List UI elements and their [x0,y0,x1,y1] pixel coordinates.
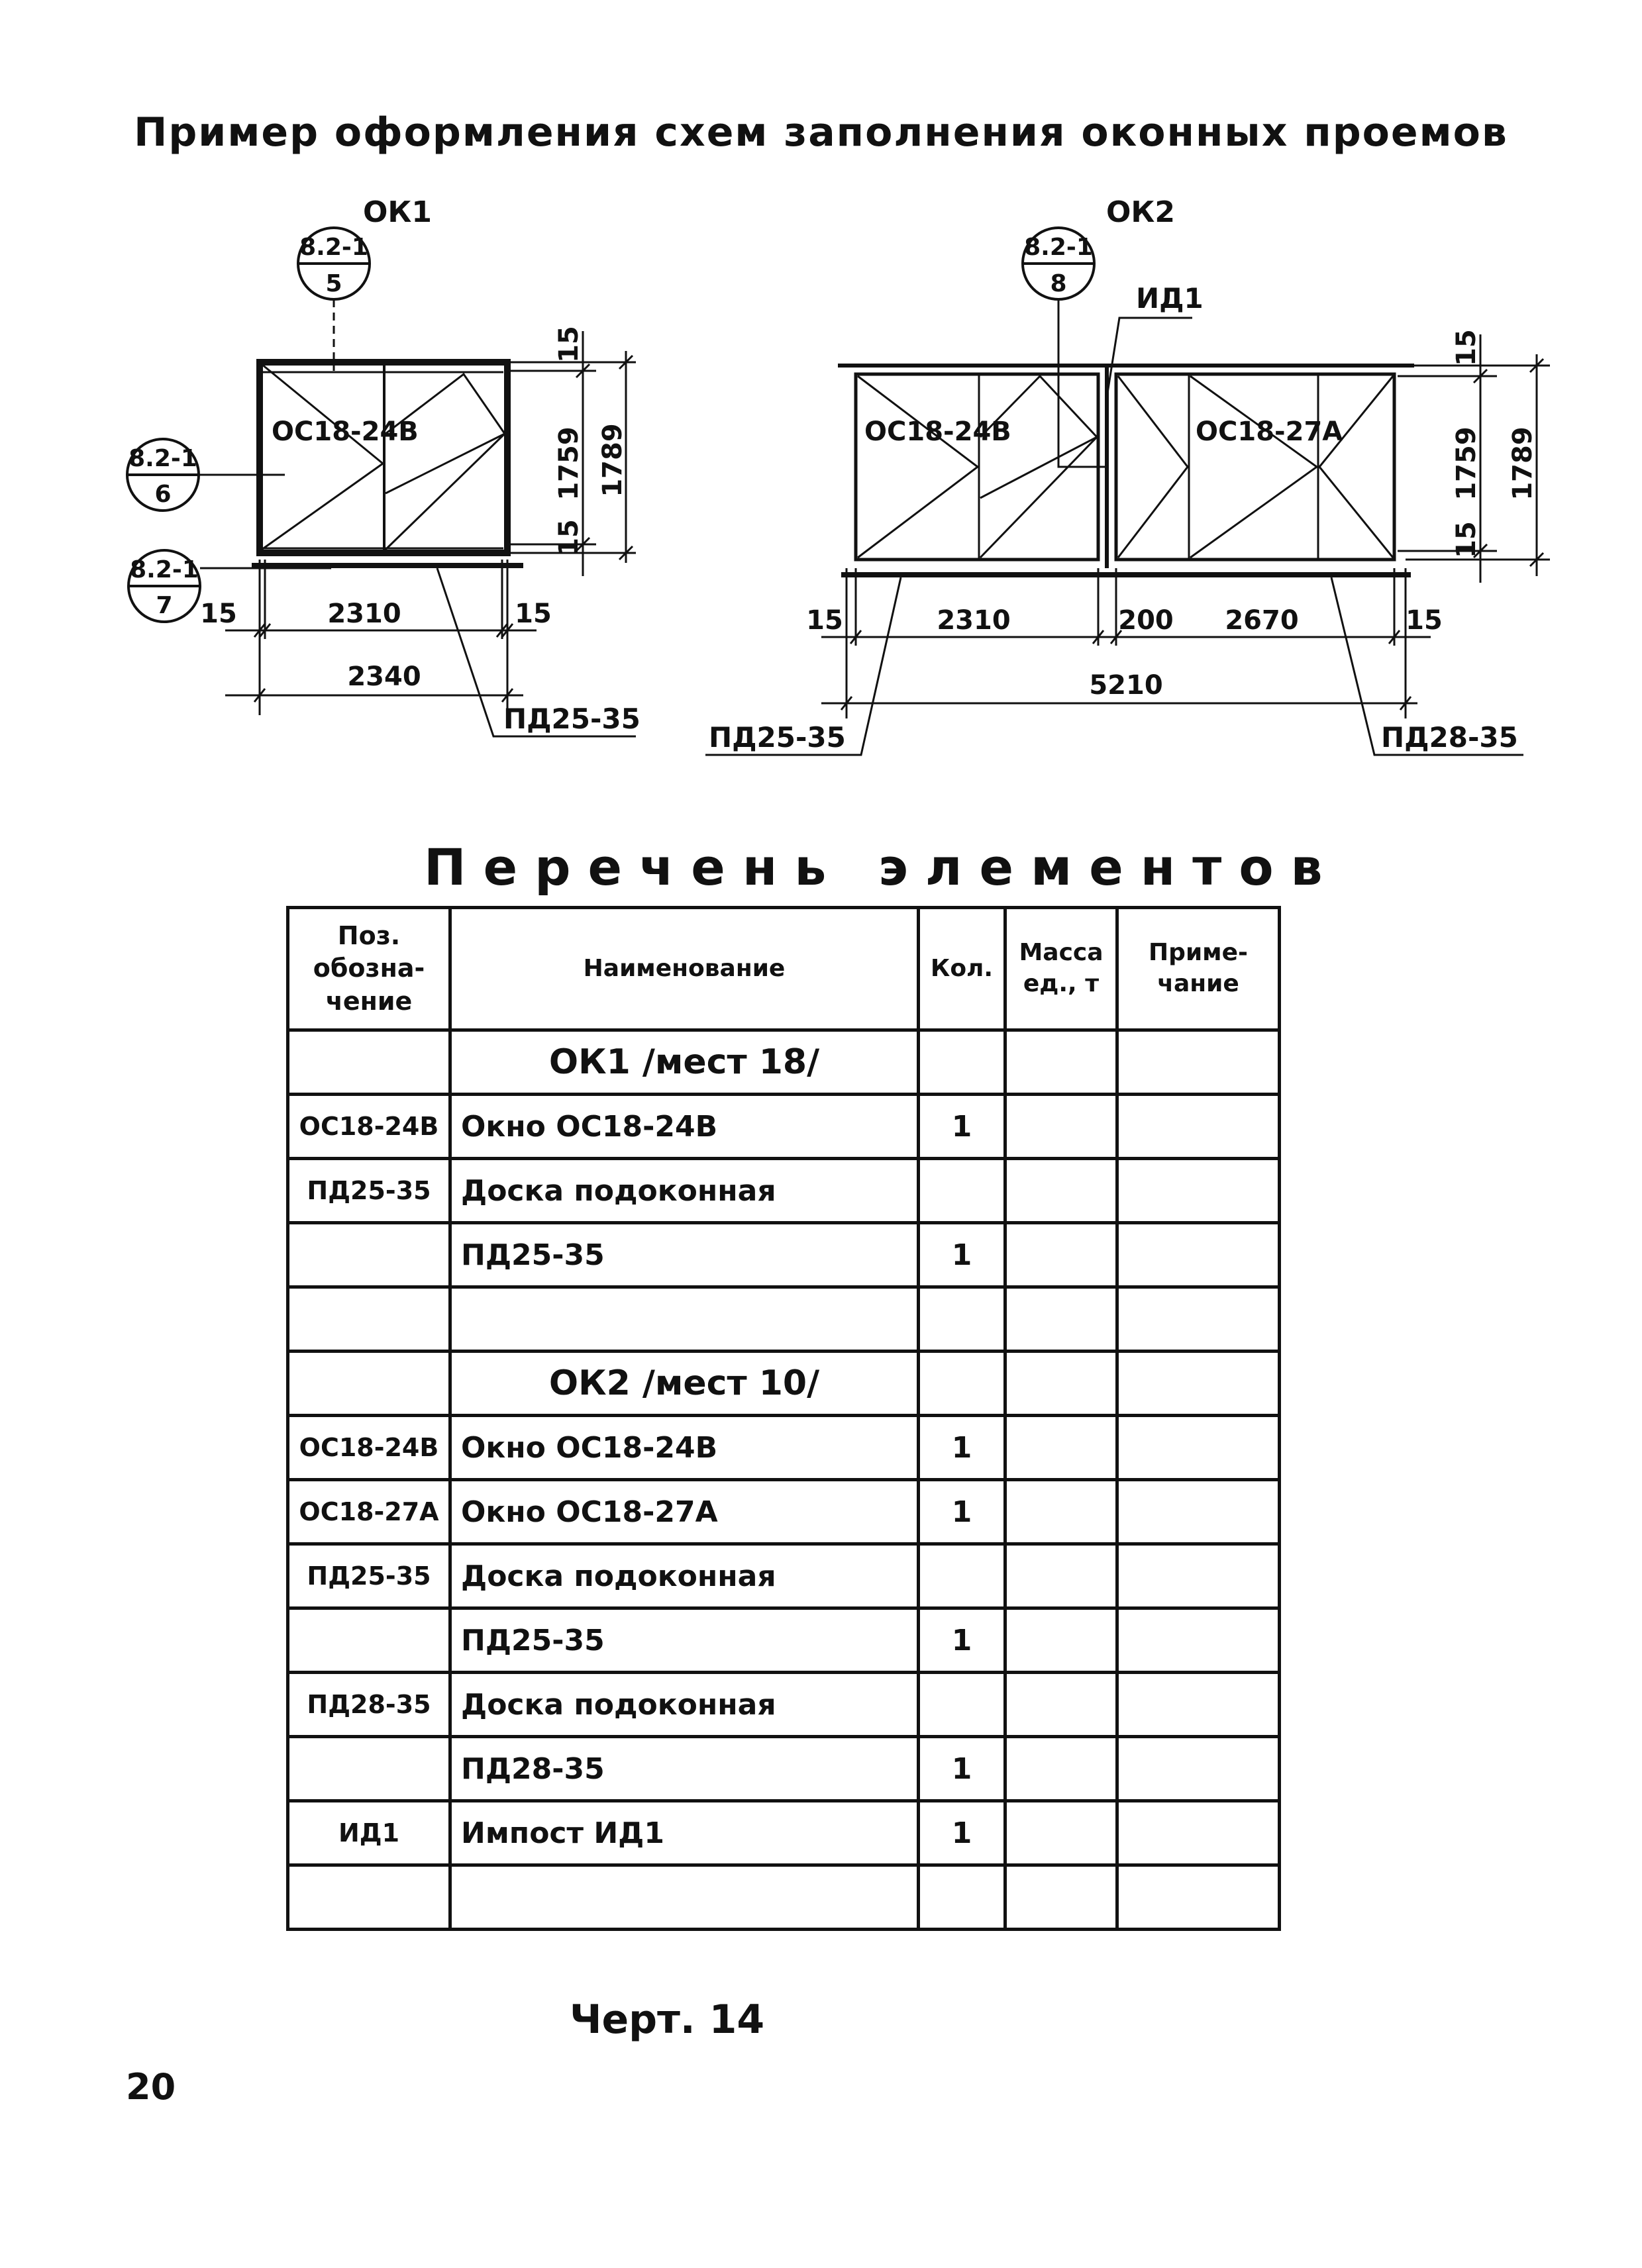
ok2-callout [1023,228,1107,467]
page-heading: Пример оформления схем заполнения оконных проемов [134,109,1508,156]
ok1-scheme [127,195,641,736]
cell-note [1117,1737,1280,1801]
svg-text:8.2-1: 8.2-1 [1024,234,1093,261]
ok1-dim-v-bottom: 15 [554,519,584,556]
ok1-sill-label: ПД25-35 [503,703,641,735]
table-row [288,1416,1280,1480]
ok2-dim-v-mid: 1759 [1451,426,1482,501]
svg-text:5: 5 [325,270,342,297]
cell-note [1117,1608,1280,1673]
cell-mass [1005,1608,1117,1673]
ok2-sill-label-right: ПД28-35 [1381,721,1518,754]
table-row [288,1287,1280,1352]
spec-table [286,906,1281,1931]
table-row [288,1801,1280,1865]
cell-mass [1005,1159,1117,1223]
cell-name: Импост ИД1 [450,1801,919,1865]
svg-text:8.2-1: 8.2-1 [130,556,199,583]
cell-qty: 1 [919,1095,1005,1159]
cell-name: Доска подоконная [450,1673,919,1737]
table-row [288,1737,1280,1801]
ok2-dim-side-left: 15 [806,605,843,636]
cell-mass [1005,1480,1117,1544]
ok2-dimensions [821,334,1550,718]
cell-qty [919,1352,1005,1416]
cell-note [1117,1159,1280,1223]
table-row [288,1223,1280,1287]
cell-name: ПД25-35 [450,1608,919,1673]
cell-qty [919,1287,1005,1352]
cell-pos [288,1608,450,1673]
cell-note [1117,1352,1280,1416]
cell-qty [919,1673,1005,1737]
cell-pos: ОС18-24В [288,1416,450,1480]
cell-mass [1005,1030,1117,1095]
cell-qty: 1 [919,1608,1005,1673]
cell-name: Окно ОС18-24В [450,1095,919,1159]
page-number: 20 [126,2066,176,2108]
cell-pos: ОС18-24В [288,1095,450,1159]
svg-text:7: 7 [156,592,173,619]
spec-table-header-row [288,908,1280,1030]
cell-mass [1005,1544,1117,1608]
ok1-dim-v-mid: 1759 [554,426,584,501]
ok2-dim-w1: 2310 [937,605,1011,636]
cell-name: ПД25-35 [450,1223,919,1287]
cell-qty [919,1159,1005,1223]
cell-pos [288,1352,450,1416]
table-row [288,1673,1280,1737]
ok2-opening-mark [1319,376,1393,558]
ok1-dim-side-left: 15 [200,599,237,629]
cell-pos [288,1287,450,1352]
cell-name: Окно ОС18-27А [450,1480,919,1544]
cell-pos: ОС18-27А [288,1480,450,1544]
cell-name: ОК1 /мест 18/ [450,1030,919,1095]
cell-qty: 1 [919,1416,1005,1480]
cell-mass [1005,1223,1117,1287]
ok2-opening-mark [858,376,978,558]
cell-pos [288,1223,450,1287]
cell-qty: 1 [919,1480,1005,1544]
cell-name: ПД28-35 [450,1737,919,1801]
window-schemes-drawing [0,172,1642,768]
cell-qty [919,1030,1005,1095]
ok1-dim-v-overall: 1789 [597,423,628,497]
svg-text:8.2-1: 8.2-1 [128,445,197,472]
cell-mass [1005,1095,1117,1159]
cell-mass [1005,1737,1117,1801]
header-note: Приме-чание [1117,908,1280,1030]
header-qty: Кол. [919,908,1005,1030]
ok2-dim-v-overall: 1789 [1508,426,1538,501]
cell-name: Окно ОС18-24В [450,1416,919,1480]
figure-caption: Черт. 14 [570,1997,765,2043]
header-mass: Масса ед., т [1005,908,1117,1030]
ok2-window1-label: ОС18-24В [864,417,1011,447]
ok1-window-label: ОС18-24В [272,417,419,447]
table-row [288,1608,1280,1673]
svg-text:6: 6 [154,481,172,508]
cell-pos [288,1865,450,1930]
ok2-opening-mark [980,437,1097,558]
ok2-opening-mark [1118,376,1188,558]
cell-pos [288,1737,450,1801]
cell-mass [1005,1352,1117,1416]
cell-qty [919,1865,1005,1930]
cell-qty: 1 [919,1801,1005,1865]
cell-note [1117,1287,1280,1352]
ok2-dim-overall: 5210 [1089,670,1163,701]
ok1-callout-top [298,228,370,371]
cell-name: Доска подоконная [450,1544,919,1608]
cell-pos [288,1030,450,1095]
cell-mass [1005,1801,1117,1865]
cell-name: ОК2 /мест 10/ [450,1352,919,1416]
ok1-dim-side-right: 15 [515,599,552,629]
cell-note [1117,1865,1280,1930]
ok2-opening-mark [1190,376,1317,558]
ok1-opening-mark [385,434,505,550]
cell-qty: 1 [919,1737,1005,1801]
cell-mass [1005,1287,1117,1352]
ok2-scheme [705,195,1550,755]
ok1-opening-mark [262,364,383,550]
ok2-impost-label: ИД1 [1136,282,1204,315]
cell-note [1117,1416,1280,1480]
cell-name [450,1865,919,1930]
table-row [288,1865,1280,1930]
spec-table-body [288,1030,1280,1930]
table-row [288,1480,1280,1544]
ok2-dim-w2: 2670 [1225,605,1299,636]
cell-qty [919,1544,1005,1608]
ok2-window2-label: ОС18-27А [1196,417,1343,447]
cell-note [1117,1223,1280,1287]
spec-table-title: Перечень элементов [424,838,1340,897]
ok2-impost-leader [1107,318,1192,397]
ok2-dim-v-top: 15 [1451,329,1482,366]
svg-text:8.2-1: 8.2-1 [299,234,368,261]
cell-note [1117,1030,1280,1095]
cell-qty: 1 [919,1223,1005,1287]
cell-note [1117,1095,1280,1159]
ok2-window2-frame [1116,374,1394,560]
cell-note [1117,1801,1280,1865]
header-pos: Поз. обозна-чение [288,908,450,1030]
table-row [288,1095,1280,1159]
cell-note [1117,1673,1280,1737]
table-row [288,1159,1280,1223]
ok2-title: ОК2 [1106,195,1175,229]
cell-pos: ПД25-35 [288,1544,450,1608]
cell-pos: ПД25-35 [288,1159,450,1223]
cell-name: Доска подоконная [450,1159,919,1223]
cell-note [1117,1480,1280,1544]
cell-mass [1005,1865,1117,1930]
cell-pos: ИД1 [288,1801,450,1865]
ok2-dim-mid: 200 [1118,605,1174,636]
ok1-dim-overall: 2340 [347,662,421,692]
cell-mass [1005,1673,1117,1737]
svg-text:8: 8 [1050,270,1067,297]
ok2-sill-label-left: ПД25-35 [709,721,846,754]
cell-pos: ПД28-35 [288,1673,450,1737]
table-row [288,1352,1280,1416]
ok1-dim-inner: 2310 [327,599,401,629]
ok2-dim-v-bottom: 15 [1451,521,1482,558]
table-row [288,1030,1280,1095]
cell-mass [1005,1416,1117,1480]
cell-name [450,1287,919,1352]
table-row [288,1544,1280,1608]
ok1-title: ОК1 [363,195,432,229]
cell-note [1117,1544,1280,1608]
ok2-dim-side-right: 15 [1406,605,1443,636]
header-name: Наименование [450,908,919,1030]
ok1-dim-v-top: 15 [554,326,584,363]
